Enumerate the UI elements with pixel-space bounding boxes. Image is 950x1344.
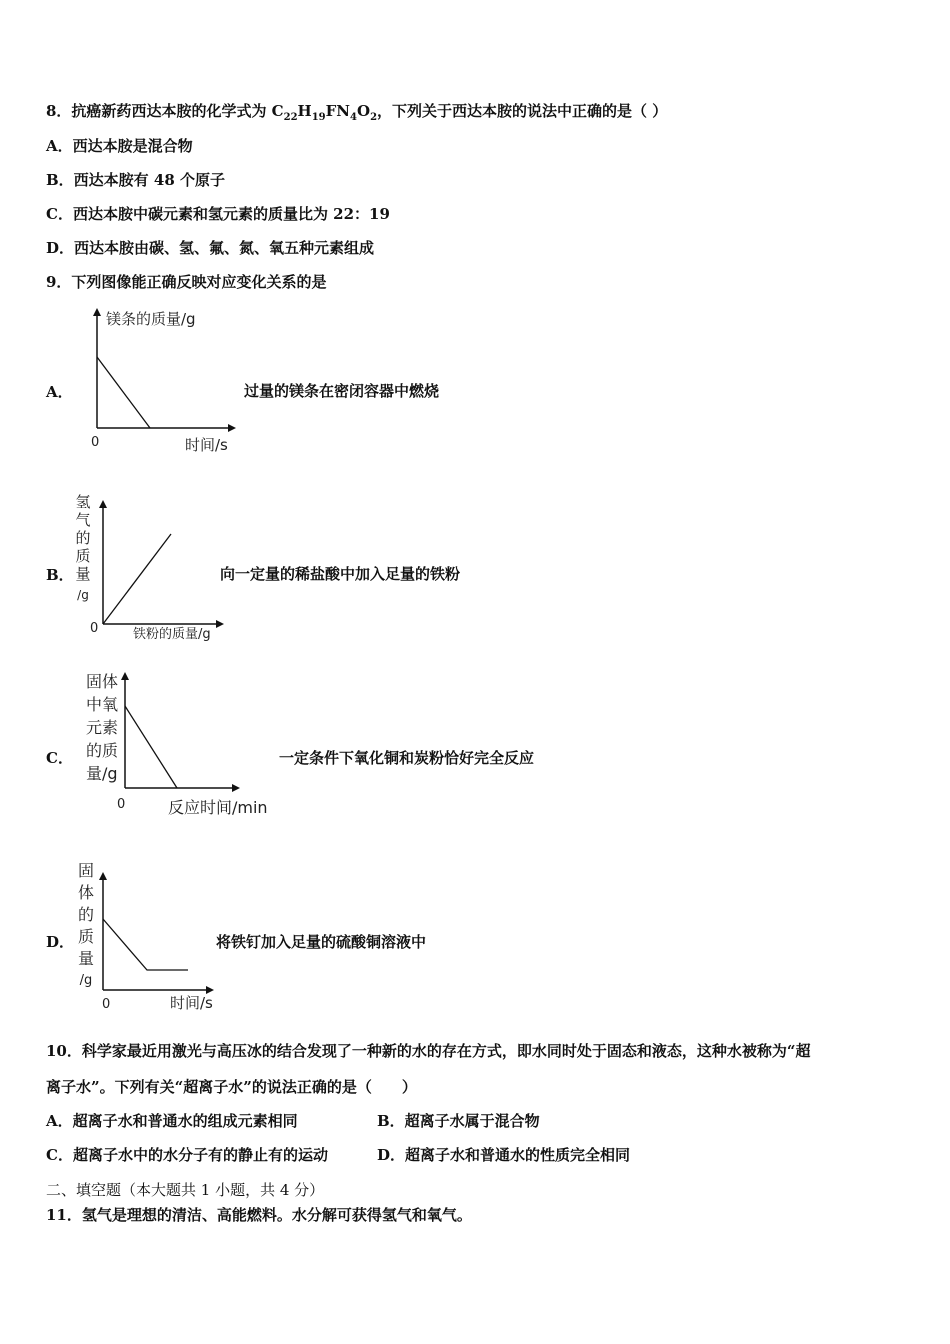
graph-d-ylabel-char: 的	[77, 905, 94, 924]
graph-c	[125, 676, 236, 788]
q10-option-a: A．超离子水和普通水的组成元素相同	[46, 1112, 298, 1130]
graph-d-xlabel: 时间/s	[170, 994, 213, 1012]
graph-b-origin: 0	[90, 621, 99, 636]
q10-stem-line1: 10．科学家最近用激光与高压冰的结合发现了一种新的水的存在方式，即水同时处于固态和液态，这种水被称为“超	[46, 1042, 811, 1060]
graph-b-ylabel-char: 气	[75, 511, 91, 529]
q8-option-d: D．西达本胺由碳、氢、氟、氮、氧五种元素组成	[46, 239, 375, 257]
graph-d-ylabel-char: 体	[77, 883, 94, 902]
q11-stem: 11．氢气是理想的清洁、高能燃料。水分解可获得氢气和氧气。	[46, 1206, 472, 1224]
graph-b-line	[103, 534, 171, 624]
graph-b-ylabel-char: 质	[75, 547, 91, 565]
q9-b-desc: 向一定量的稀盐酸中加入足量的铁粉	[220, 565, 461, 583]
graph-b-xlabel: 铁粉的质量/g	[133, 627, 211, 642]
graph-b-ylabel-char: 氢	[75, 493, 91, 511]
q10-option-c: C．超离子水中的水分子有的静止有的运动	[46, 1146, 328, 1164]
graph-d-origin: 0	[102, 997, 111, 1012]
graph-b-yunit: /g	[77, 588, 89, 602]
q10-option-b: B．超离子水属于混合物	[377, 1112, 540, 1130]
q9-a-desc: 过量的镁条在密闭容器中燃烧	[244, 382, 440, 400]
q10-option-d: D．超离子水和普通水的性质完全相同	[377, 1146, 631, 1164]
graph-a-line	[97, 357, 150, 428]
graph-d-ylabel-char: 质	[77, 927, 94, 946]
q9-c-label: C．	[46, 749, 73, 767]
q9-stem: 9．下列图像能正确反映对应变化关系的是	[46, 273, 327, 291]
graph-b-ylabel-char: 量	[75, 565, 91, 583]
graph-c-ylabel-line: 中氧	[86, 695, 119, 714]
graph-a-origin: 0	[91, 435, 100, 450]
q9-d-desc: 将铁钉加入足量的硫酸铜溶液中	[216, 933, 427, 951]
graph-c-origin: 0	[117, 797, 126, 812]
graph-b-ylabel-char: 的	[75, 529, 91, 547]
graph-a	[97, 312, 232, 428]
q9-c-desc: 一定条件下氧化铜和炭粉恰好完全反应	[279, 749, 535, 767]
graph-d-ylabel-char: 固	[77, 861, 94, 880]
graph-d-yunit: /g	[79, 973, 93, 988]
graph-c-xlabel: 反应时间/min	[168, 798, 268, 817]
graph-b	[103, 504, 220, 624]
graph-a-xlabel: 时间/s	[185, 436, 228, 454]
q8-option-c: C．西达本胺中碳元素和氢元素的质量比为 22：19	[46, 205, 390, 223]
graph-c-line	[125, 706, 177, 788]
q8-option-a: A．西达本胺是混合物	[46, 137, 193, 155]
graph-d-ylabel-char: 量	[77, 949, 94, 968]
graph-c-ylabel-line: 固体	[86, 672, 119, 691]
graph-d	[103, 876, 210, 990]
q8-stem: 8．抗癌新药西达本胺的化学式为 $C_{22}H_{19}FN_4O_2$，下列关于西达本胺的说法中正确的是（ ）	[46, 102, 668, 123]
q9-b-label: B．	[46, 566, 74, 584]
q8-option-b: B．西达本胺有 48 个原子	[46, 171, 225, 189]
q10-stem-line2: 离子水”。下列有关“超离子水”的说法正确的是（ ）	[46, 1078, 417, 1096]
graph-c-ylabel-line: 的质	[86, 741, 119, 760]
graph-c-ylabel-line: 元素	[86, 718, 119, 737]
graph-a-ylabel: 镁条的质量/g	[106, 310, 196, 328]
q9-d-label: D．	[46, 933, 75, 951]
graph-d-line	[103, 919, 188, 970]
graph-c-ylabel-line: 量/g	[86, 764, 118, 783]
section-heading: 二、填空题（本大题共 1 小题，共 4 分）	[46, 1181, 325, 1199]
q9-a-label: A．	[46, 383, 73, 401]
